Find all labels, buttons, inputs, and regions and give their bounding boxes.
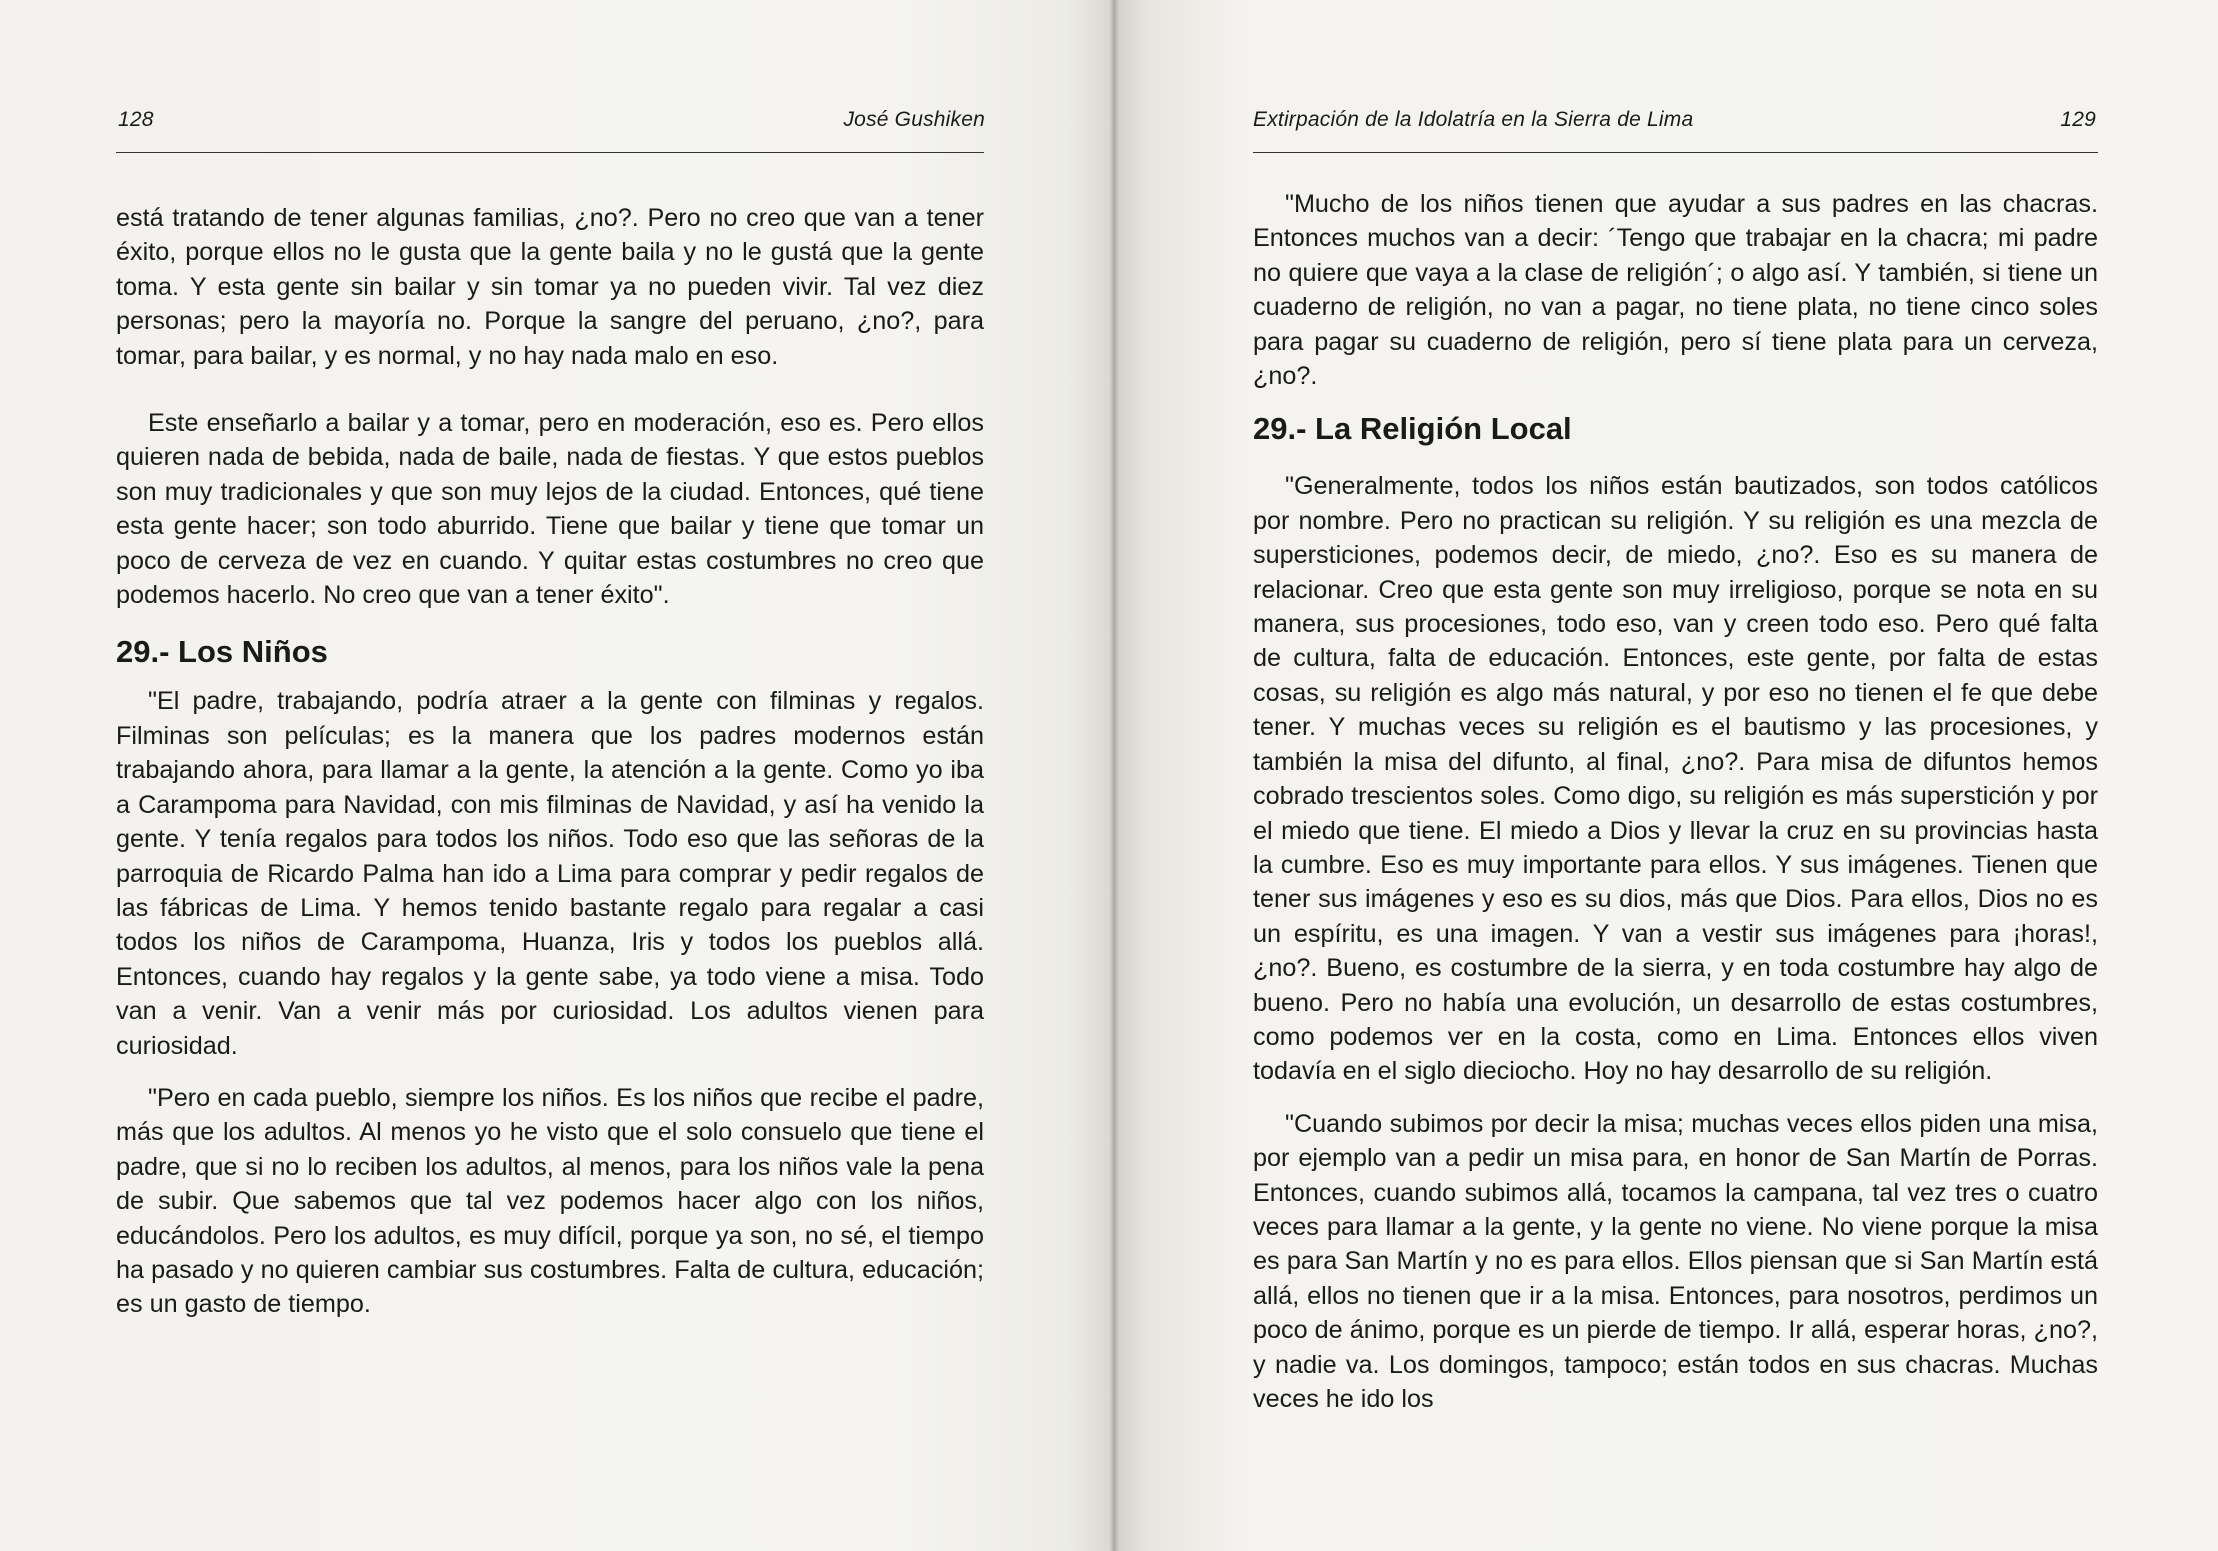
running-head-title: Extirpación de la Idolatría en la Sierra de Lima: [1253, 108, 1694, 131]
paragraph: "Cuando subimos por decir la misa; muchas veces ellos piden una misa, por ejemplo van a pedir un misa para, en honor de San Martín de Porras. Entonces, cuando subimos allá, tocamos la campana, tal vez tres o cuatro veces para llamar a la gente, y la gente no viene. No viene porque la misa es para San Martín y no es para ellos. Ellos piensan que si San Martín está allá, ellos no tienen que ir a la misa. Entonces, para nosotros, perdimos un poco de ánimo, porque es un pierde de tiempo. Ir allá, esperar horas, ¿no?, y nadie va. Los domingos, tampoco; están todos en sus chacras. Muchas veces he ido los: [1253, 1109, 2098, 1413]
header-rule: [1253, 152, 2098, 153]
paragraph: "El padre, trabajando, podría atraer a la gente con filminas y regalos. Filminas son películas; es la manera que los padres modernos están trabajando ahora, para llamar a la gente, la atención a la gente. Como yo iba a Carampoma para Navidad, con mis filminas de Navidad, y así ha venido la gente. Y tenía regalos para todos los niños. Todo eso que las señoras de la parroquia de Ricardo Palma han ido a Lima para comprar y pedir regalos de las fábricas de Lima. Y hemos tenido bastante regalo para regalar a casi todos los niños de Carampoma, Huanza, Iris y todos los pueblos allá. Entonces, cuando hay regalos y la gente sabe, ya todo viene a misa. Todo van a venir. Van a venir más por curiosidad. Los adultos vienen para curiosidad.: [116, 687, 984, 1060]
paragraph: Este enseñarlo a bailar y a tomar, pero en moderación, eso es. Pero ellos quieren nada de bebida, nada de baile, nada de fiestas. Y que estos pueblos son muy tradicionales y que son muy lejos de la ciudad. Entonces, qué tiene esta gente hacer; son todo aburrido. Tiene que bailar y tiene que tomar un poco de cerveza de vez en cuando. Y quitar estas costumbres no creo que podemos hacerlo. No creo que van a tener éxito".: [116, 409, 984, 610]
left-page-body: [116, 201, 984, 1322]
page-number: 128: [118, 108, 154, 131]
paragraph-gap: [1253, 1089, 2098, 1107]
paragraph-gap: [116, 1063, 984, 1081]
running-head-author: José Gushiken: [843, 108, 985, 131]
right-page-body: [1253, 187, 2098, 1416]
right-page: [1113, 0, 2218, 1551]
page-number: 129: [2060, 108, 2096, 131]
paragraph: está tratando de tener algunas familias, ¿no?. Pero no creo que van a tener éxito, porque ellos no le gusta que la gente baila y no le gustá que la gente toma. Y esta gente sin bailar y sin tomar ya no pueden vivir. Tal vez diez personas; pero la mayoría no. Porque la sangre del peruano, ¿no?, para tomar, para bailar, y es normal, y no hay nada malo en eso.: [116, 204, 984, 370]
paragraph: "Pero en cada pueblo, siempre los niños. Es los niños que recibe el padre, más que los adultos. Al menos yo he visto que el solo consuelo que tiene el padre, que si no lo reciben los adultos, al menos, para los niños vale la pena de subir. Que sabemos que tal vez podemos hacer algo con los niños, educándolos. Pero los adultos, es muy difícil, porque ya son, no sé, el tiempo ha pasado y no quieren cambiar sus costumbres. Falta de cultura, educación; es un gasto de tiempo.: [116, 1083, 984, 1319]
section-heading: 29.- Los Niños: [116, 634, 328, 670]
section-heading: 29.- La Religión Local: [1253, 411, 1572, 447]
paragraph: "Mucho de los niños tienen que ayudar a sus padres en las chacras. Entonces muchos van a decir: ´Tengo que trabajar en la chacra; mi padre no quiere que vaya a la clase de religión´; o algo así. Y también, si tiene un cuaderno de religión, no van a pagar, no tiene plata, no tiene cinco soles para pagar su cuaderno de religión, pero sí tiene plata para un cerveza, ¿no?.: [1253, 190, 2098, 391]
paragraph-gap: [116, 373, 984, 406]
header-rule: [116, 152, 984, 153]
paragraph: "Generalmente, todos los niños están bautizados, son todos católicos por nombre. Pero no practican su religión. Y su religión es una mezcla de supersticiones, podemos decir, de miedo, ¿no?. Eso es su manera de relacionar. Creo que esta gente son muy irreligioso, porque se nota en su manera, sus procesiones, todo eso, van y creen todo eso. Pero qué falta de cultura, falta de educación. Entonces, este gente, por falta de estas cosas, su religión es algo más natural, y por eso no tienen el fe que debe tener. Y muchas veces su religión es el bautismo y las procesiones, y también la misa del difunto, al final, ¿no?. Para misa de difuntos hemos cobrado trescientos soles. Como digo, su religión es más superstición y por el miedo que tiene. El miedo a Dios y llevar la cruz en su provincias hasta la cumbre. Eso es muy importante para ellos. Y sus imágenes. Tienen que tener sus imágenes y eso es su dios, más que Dios. Para ellos, Dios no es un espíritu, es una imagen. Y van a vestir sus imágenes para ¡horas!, ¿no?. Bueno, es costumbre de la sierra, y en toda costumbre hay algo de bueno. Pero no había una evolución, un desarrollo de estas costumbres, como podemos ver en la costa, como en Lima. Entonces ellos viven todavía en el siglo dieciocho. Hoy no hay desarrollo de su religión.: [1253, 472, 2098, 1086]
